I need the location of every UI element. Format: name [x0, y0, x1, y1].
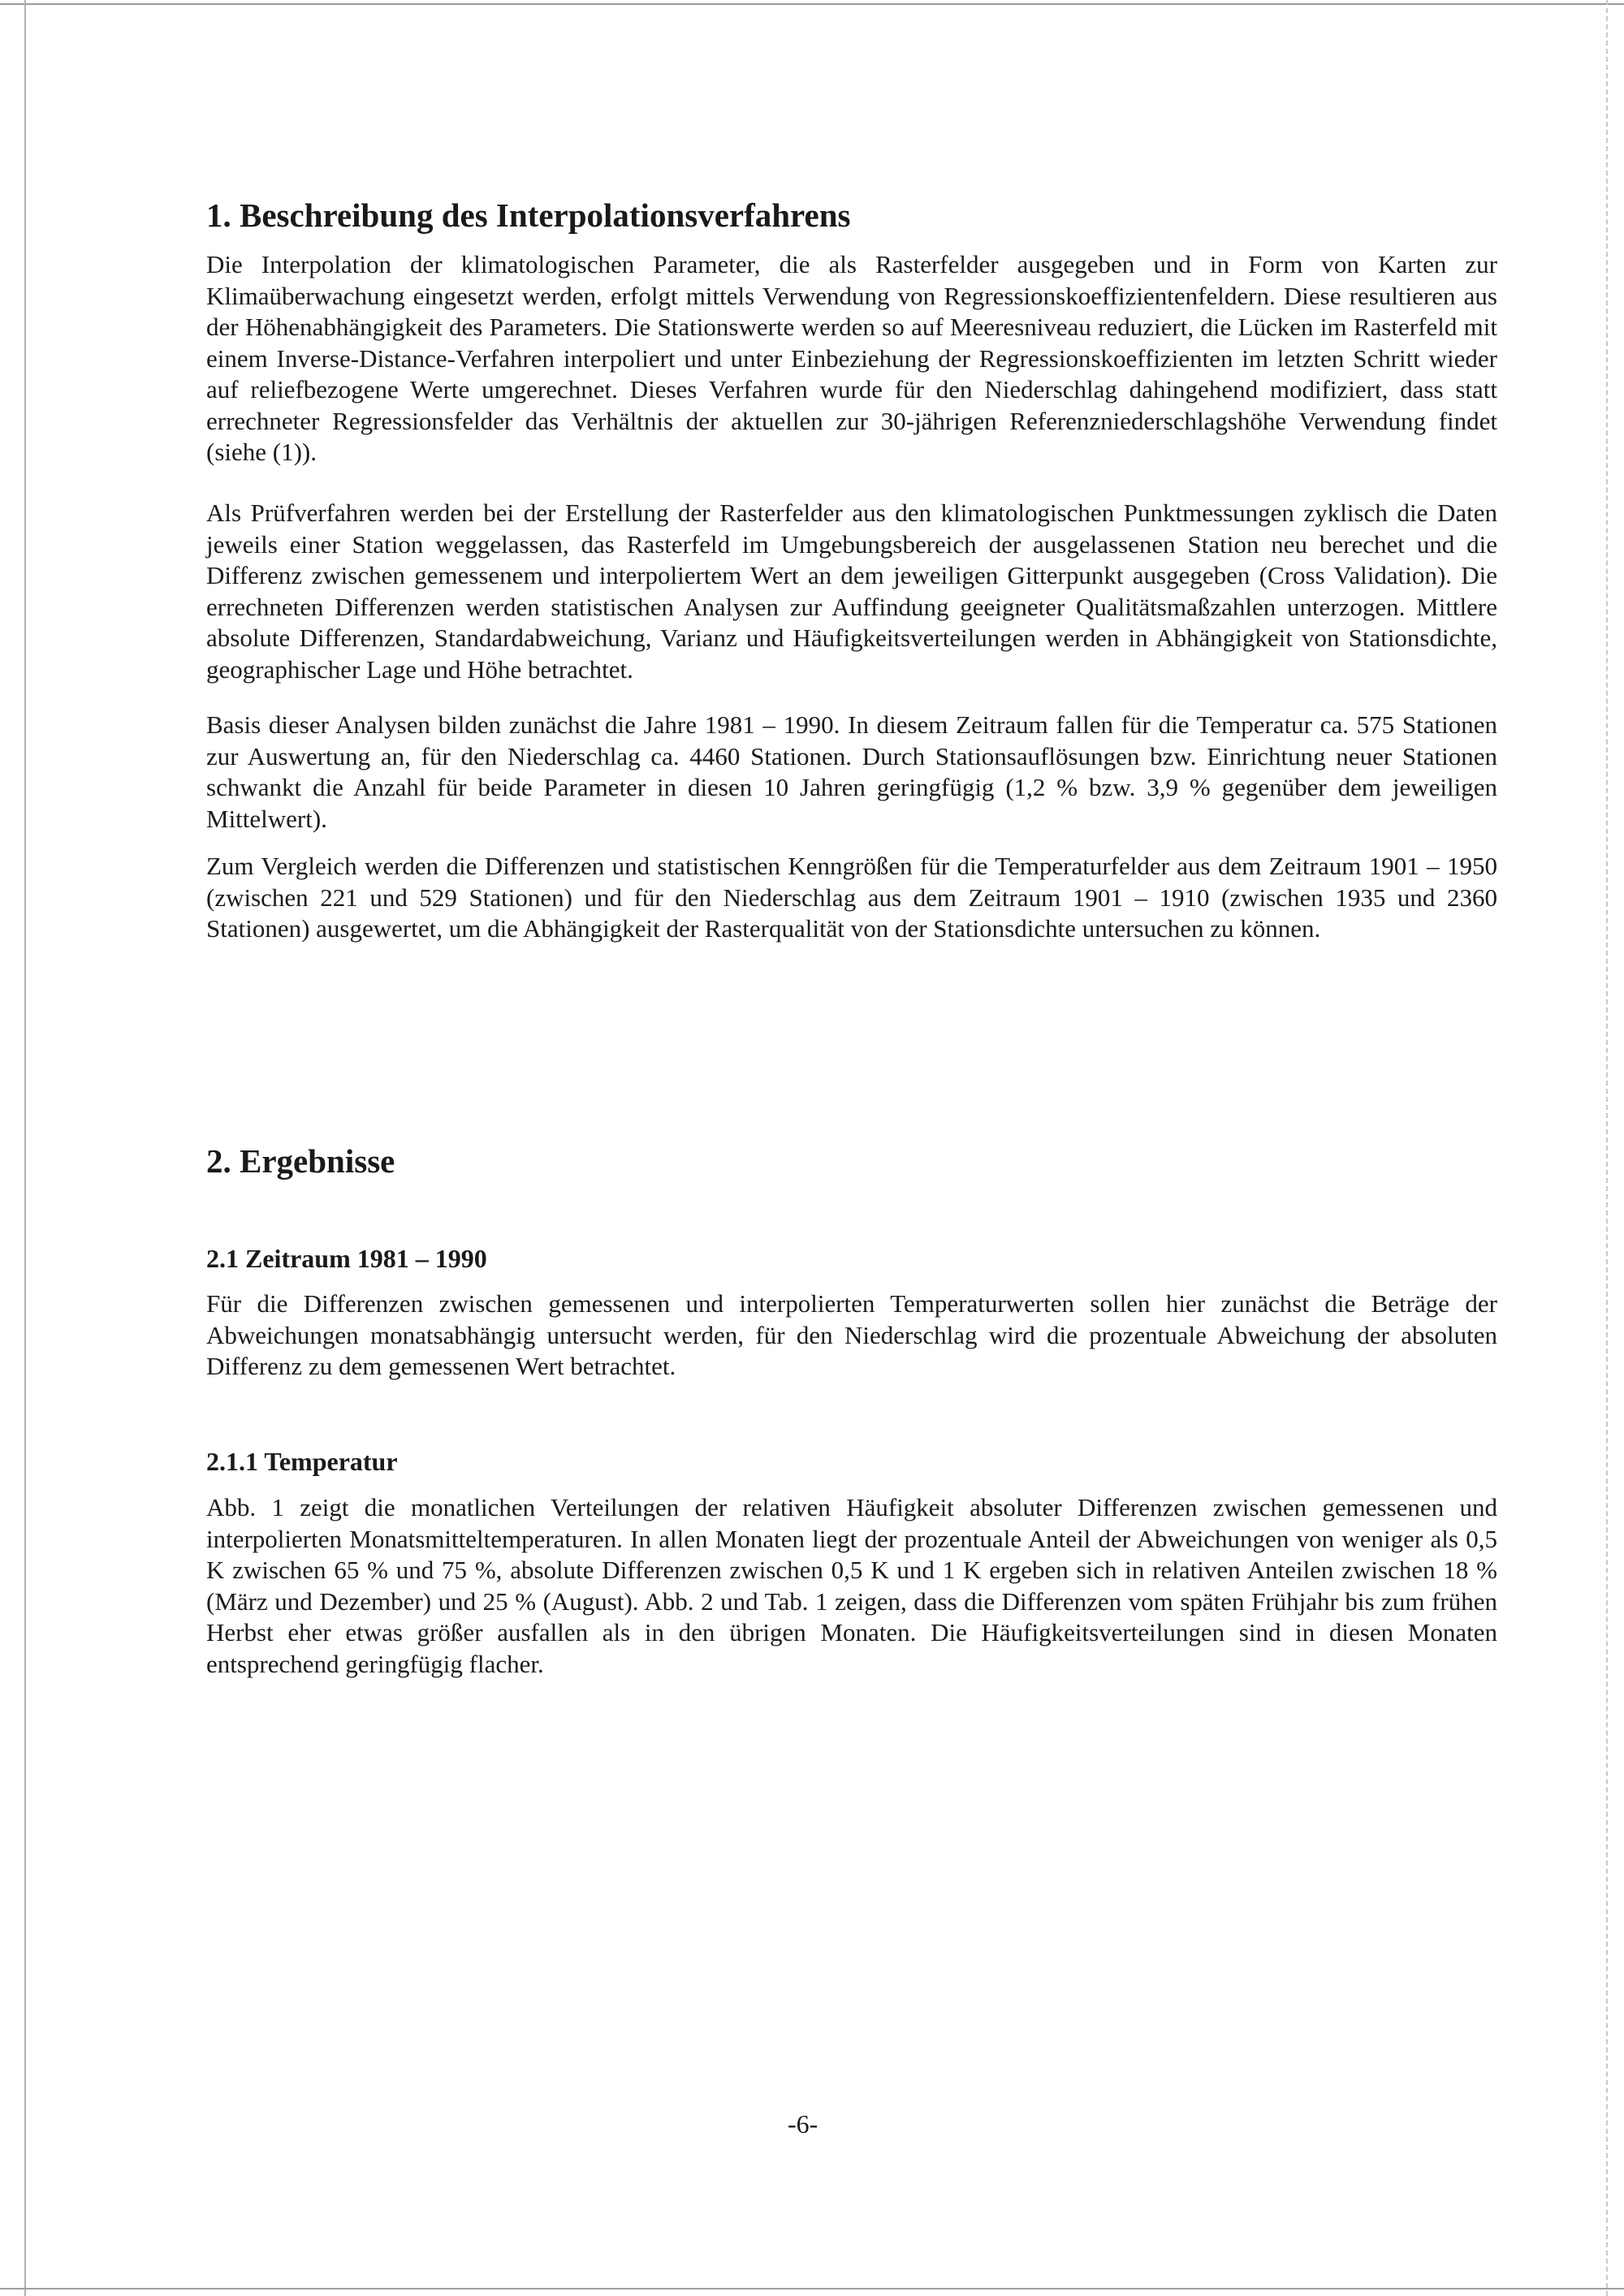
section-2-heading: 2. Ergebnisse	[206, 1142, 395, 1180]
subsection-2-1-1-paragraph: Abb. 1 zeigt die monatlichen Verteilungen der relativen Häufigkeit absoluter Differenzen zwischen gemessenen und interpolierten Monatsmitteltemperaturen. In allen Monaten liegt der prozentuale Anteil der Abweichungen von weniger als 0,5 K zwischen 65 % und 75 %, absolute Differenzen zwischen 0,5 K und 1 K ergeben sich in relativen Anteilen zwischen 18 % (März und Dezember) und 25 % (August). Abb. 2 und Tab. 1 zeigen, dass die Differenzen vom späten Frühjahr bis zum frühen Herbst eher etwas größer ausfallen als in den übrigen Monaten. Die Häufigkeitsverteilungen sind in diesen Monaten entsprechend geringfügig flacher.	[206, 1493, 1497, 1678]
section-1-heading: 1. Beschreibung des Interpolationsverfahrens	[206, 196, 851, 234]
scan-border-bottom	[0, 2288, 1624, 2290]
section-1-paragraph-1: Die Interpolation der klimatologischen Parameter, die als Rasterfelder ausgegeben und in Form von Karten zur Klimaüberwachung eingesetzt werden, erfolgt mittels Verwendung von Regressionskoeffizientenfeldern. Diese resultieren aus der Höhenabhängigkeit des Parameters. Die Stationswerte werden so auf Meeresniveau reduziert, die Lücken im Rasterfeld mit einem Inverse-Distance-Verfahren interpoliert und unter Einbeziehung der Regressionskoeffizienten im letzten Schritt wieder auf reliefbezogene Werte umgerechnet. Dieses Verfahren wurde für den Niederschlag dahingehend modifiziert, dass statt errechneter Regressionsfelder das Verhältnis der aktuellen zur 30-jährigen Referenzniederschlagshöhe Verwendung findet (siehe (1)).	[206, 250, 1497, 466]
scan-border-top	[0, 3, 1624, 5]
subsection-2-1-1-heading: 2.1.1 Temperatur	[206, 1447, 398, 1476]
scan-border-left	[24, 0, 26, 2296]
section-1-paragraph-4: Zum Vergleich werden die Differenzen und statistischen Kenngrößen für die Temperaturfelder aus dem Zeitraum 1901 – 1950 (zwischen 221 und 529 Stationen) und für den Niederschlag aus dem Zeitraum 1901 – 1910 (zwischen 1935 und 2360 Stationen) ausgewertet, um die Abhängigkeit der Rasterqualität von der Stationsdichte untersuchen zu können.	[206, 852, 1497, 943]
section-1-paragraph-3: Basis dieser Analysen bilden zunächst die Jahre 1981 – 1990. In diesem Zeitraum fallen für die Temperatur ca. 575 Stationen zur Auswertung an, für den Niederschlag ca. 4460 Stationen. Durch Stationsauflösungen bzw. Einrichtung neuer Stationen schwankt die Anzahl für beide Parameter in diesen 10 Jahren geringfügig (1,2 % bzw. 3,9 % gegenüber dem jeweiligen Mittelwert).	[206, 710, 1497, 833]
subsection-2-1-paragraph: Für die Differenzen zwischen gemessenen und interpolierten Temperaturwerten sollen hier zunächst die Beträge der Abweichungen monatsabhängig untersucht werden, für den Niederschlag wird die prozentuale Abweichung der absoluten Differenz zu dem gemessenen Wert betrachtet.	[206, 1289, 1497, 1380]
scan-border-right	[1606, 0, 1608, 2296]
section-1-paragraph-2: Als Prüfverfahren werden bei der Erstellung der Rasterfelder aus den klimatologischen Punktmessungen zyklisch die Daten jeweils einer Station weggelassen, das Rasterfeld im Umgebungsbereich der ausgelassenen Station neu berechet und die Differenz zwischen gemessenem und interpoliertem Wert an dem jeweiligen Gitterpunkt ausgegeben (Cross Validation). Die errechneten Differenzen werden statistischen Analysen zur Auffindung geeigneter Qualitätsmaßzahlen unterzogen. Mittlere absolute Differenzen, Standardabweichung, Varianz und Häufigkeitsverteilungen werden in Abhängigkeit von Stationsdichte, geographischer Lage und Höhe betrachtet.	[206, 498, 1497, 684]
page-number: -6-	[788, 2109, 818, 2138]
subsection-2-1-heading: 2.1 Zeitraum 1981 – 1990	[206, 1244, 487, 1273]
